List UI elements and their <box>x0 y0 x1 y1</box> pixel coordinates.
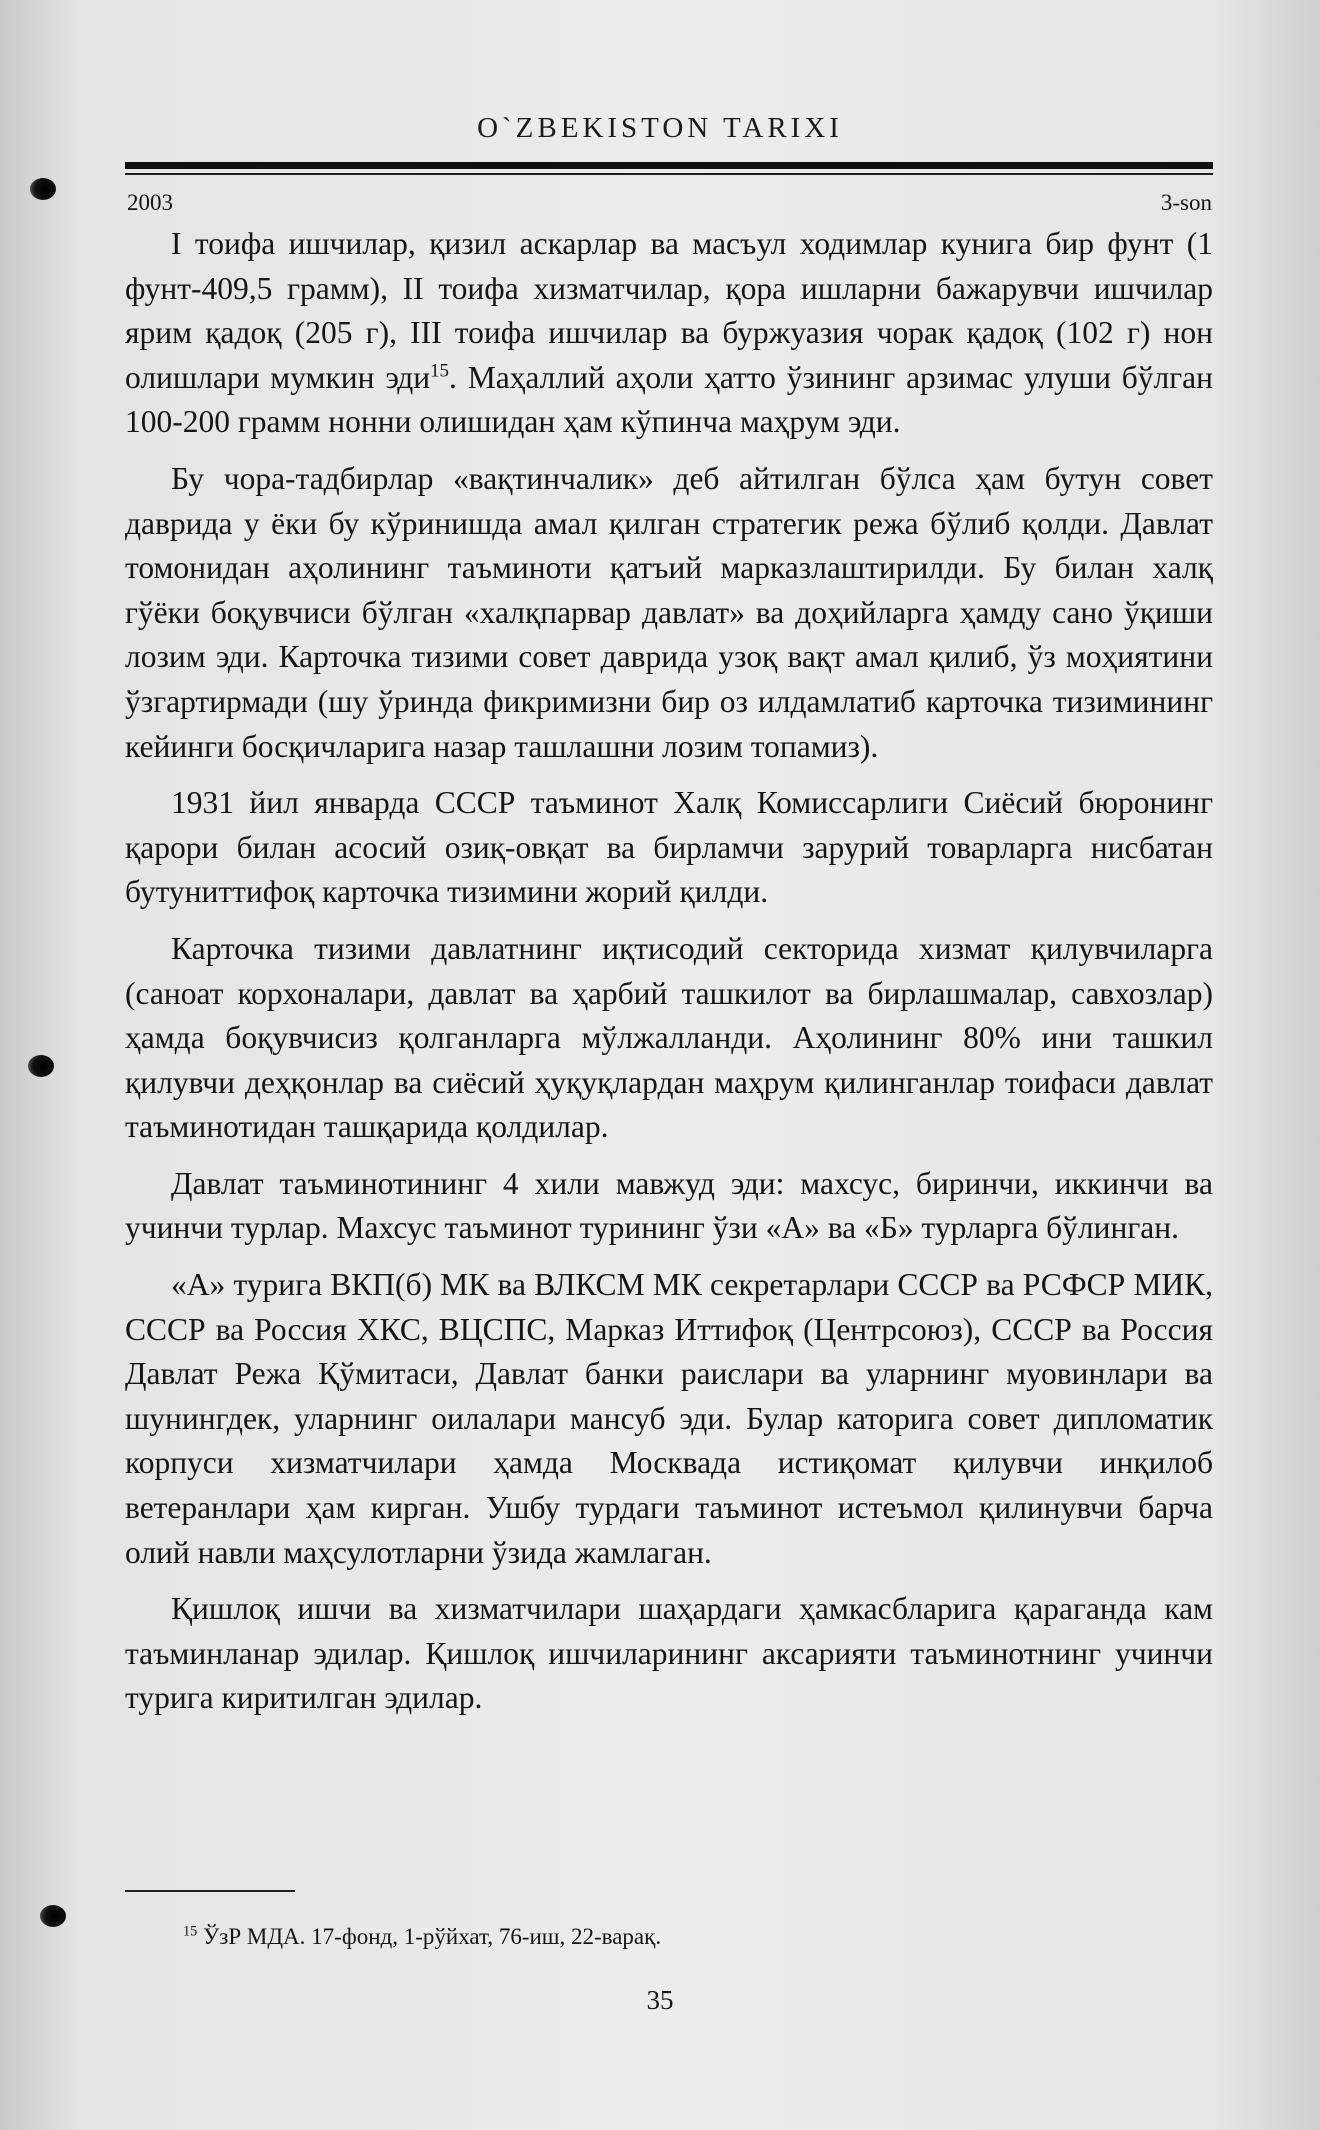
issue-number: 3-son <box>1160 190 1212 215</box>
paragraph-1 <box>125 222 1213 445</box>
paragraph-5: Давлат таъминотининг 4 хили мавжуд эди: махсус, биринчи, иккинчи ва учинчи турлар. Махсус таъминот турининг ўзи «А» ва «Б» турларга бўлинган. <box>125 1165 1213 1246</box>
punch-hole-middle <box>28 1055 54 1077</box>
paragraph-6: «А» турига ВКП(б) МК ва ВЛКСМ МК секретарлари СССР ва РСФСР МИК, СССР ва Россия ХКС, ВЦСПС, Марказ Иттифоқ (Центрсоюз), СССР ва Россия Давлат Режа Қўмитаси, Давлат банки раислари ва уларнинг муовинлари ва шунингдек, уларнинг оилалари мансуб эди. Булар каторига совет дипломатик корпуси хизматчилари ҳамда Москвада истиқомат қилувчи инқилоб ветеранлари ҳам кирган. Ушбу турдаги таъминот истеъмол қилинувчи барча олий навли маҳсулотларни ўзида жамлаган. <box>125 1267 1213 1570</box>
footnote-reference: 15 <box>430 360 449 382</box>
footnote-separator <box>125 1890 295 1892</box>
paragraph-3: 1931 йил январда СССР таъминот Халқ Комиссарлиги Сиёсий бюронинг қарори билан асосий озиқ-овқат ва бирламчи зарурий товарларга нисбатан бутуниттифоқ карточка тизимини жорий қилди. <box>125 785 1213 910</box>
paragraph-7: Қишлоқ ишчи ва хизматчилари шаҳардаги ҳамкасбларига қараганда кам таъминланар эдилар. Қишлоқ ишчиларининг аксарияти таъминотнинг учинчи турига киритилган эдилар. <box>125 1591 1213 1716</box>
footnote-text: ЎзР МДА. 17-фонд, 1-рўйхат, 76-иш, 22-варақ. <box>203 1924 662 1949</box>
page-number: 35 <box>646 1985 674 2015</box>
punch-hole-bottom <box>40 1905 66 1927</box>
header-rule-thick <box>125 162 1213 169</box>
paragraph-4: Карточка тизими давлатнинг иқтисодий секторида хизмат қилувчиларга (саноат корхоналари, давлат ва ҳарбий ташкилот ва бирлашмалар, савхозлар) ҳамда боқувчисиз қолганларга мўлжалланди. Аҳолининг 80% ини ташкил қилувчи деҳқонлар ва сиёсий ҳуқуқлардан маҳрум қилинганлар тоифаси давлат таъминотидан ташқарида қолдилар. <box>125 930 1213 1145</box>
paragraph-1-text: I тоифа ишчилар, қизил аскарлар ва масъул ходимлар кунига бир фунт (1 фунт-409,5 грамм), II тоифа хизматчилар, қора ишларни бажарувчи ишчилар ярим қадоқ (205 г), III тоифа ишчилар ва буржуазия чорак қадоқ (102 г) нон олишлари мумкин эди <box>125 226 1213 395</box>
paragraph-2: Бу чора-тадбирлар «вақтинчалик» деб айтилган бўлса ҳам бутун совет даврида у ёки бу кўринишда амал қилган стратегик режа бўлиб қолди. Давлат томонидан аҳолининг таъминоти қатъий марказлаштирилди. Бу билан халқ гўёки боқувчиси бўлган «халқпарвар давлат» ва доҳийларга ҳамду сано ўқиши лозим эди. Карточка тизими совет даврида узоқ вақт амал қилиб, ўз моҳиятини ўзгартирмади (шу ўринда фикримизни бир оз илдамлатиб карточка тизимининг кейинги босқичларига назар ташлашни лозим топамиз). <box>125 460 1213 764</box>
header-rule-thin <box>125 173 1213 175</box>
paragraph-1-text-continued: . Маҳаллий аҳоли ҳатто ўзининг арзимас улуши бўлган 100-200 грамм нонни олишидан ҳам кўпинча маҳрум эди. <box>125 359 1213 440</box>
journal-title: O`ZBEKISTON TARIXI <box>477 112 843 144</box>
article-body <box>125 222 1213 1721</box>
punch-hole-top <box>30 178 56 200</box>
footnote <box>183 1924 661 1950</box>
publication-year: 2003 <box>127 190 173 215</box>
footnote-number: 15 <box>183 1923 198 1940</box>
